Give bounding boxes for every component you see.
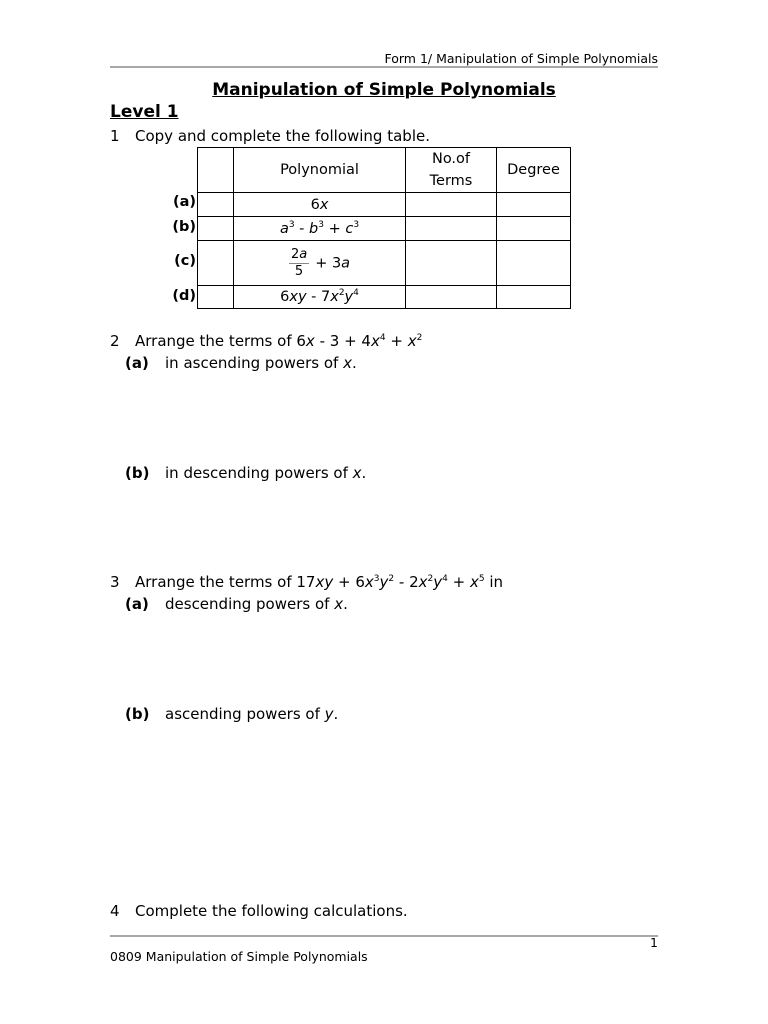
question-2a-label: (a) xyxy=(125,354,149,372)
header-rule xyxy=(110,66,658,68)
degree-cell xyxy=(497,241,571,286)
table-row xyxy=(198,217,571,241)
question-1-text: Copy and complete the following table. xyxy=(135,127,430,145)
empty-cell xyxy=(198,241,234,286)
row-label-c: (c) xyxy=(174,253,196,269)
question-3b-text: ascending powers of y. xyxy=(165,705,339,723)
header-terms-line1: No.of xyxy=(431,151,471,167)
row-label-d: (d) xyxy=(172,288,196,304)
row-label-a: (a) xyxy=(172,194,196,210)
header-degree: Degree xyxy=(497,148,571,193)
polynomial-d: $6xy - 7x^2y^4$ xyxy=(234,286,406,309)
polynomial-c: $\frac{2a}{5}$ + 3a xyxy=(234,241,406,286)
page-number: 1 xyxy=(650,935,658,950)
question-3 xyxy=(110,573,503,591)
page-header: Form 1/ Manipulation of Simple Polynomials xyxy=(384,51,658,66)
question-3b xyxy=(125,705,338,723)
page-title: Manipulation of Simple Polynomials xyxy=(212,80,556,100)
question-4-text: Complete the following calculations. xyxy=(135,902,408,920)
question-3a-label: (a) xyxy=(125,595,149,613)
page-footer: 0809 Manipulation of Simple Polynomials xyxy=(110,949,368,964)
level-heading: Level 1 xyxy=(110,102,179,122)
table-row xyxy=(198,193,571,217)
terms-cell xyxy=(406,241,497,286)
question-4-number: 4 xyxy=(110,902,120,920)
question-2-text: Arrange the terms of $6x - 3 + 4x^4 + x^2$ xyxy=(135,332,423,350)
table-row xyxy=(198,286,571,309)
fraction: $\frac{2a}{5}$ xyxy=(290,246,308,279)
degree-cell xyxy=(497,193,571,217)
table-corner-cell xyxy=(198,148,234,193)
question-2b xyxy=(125,464,366,482)
polynomial-table xyxy=(197,147,571,309)
polynomial-b: $a^3 - b^3 + c^3$ xyxy=(234,217,406,241)
question-2a xyxy=(125,354,357,372)
table-row xyxy=(198,241,571,286)
footer-rule xyxy=(110,935,658,937)
header-polynomial: Polynomial xyxy=(234,148,406,193)
question-3-number: 3 xyxy=(110,573,120,591)
question-2-number: 2 xyxy=(110,332,120,350)
question-2b-text: in descending powers of x. xyxy=(165,464,367,482)
empty-cell xyxy=(198,286,234,309)
question-1-number: 1 xyxy=(110,127,120,145)
polynomial-a: 6x xyxy=(234,193,406,217)
empty-cell xyxy=(198,217,234,241)
question-2b-label: (b) xyxy=(125,464,150,482)
terms-cell xyxy=(406,217,497,241)
question-3a-text: descending powers of x. xyxy=(165,595,348,613)
empty-cell xyxy=(198,193,234,217)
terms-cell xyxy=(406,193,497,217)
question-4 xyxy=(110,902,408,920)
question-2 xyxy=(110,332,422,350)
degree-cell xyxy=(497,286,571,309)
question-2a-text: in ascending powers of x. xyxy=(165,354,357,372)
header-no-of-terms xyxy=(406,148,497,193)
question-1 xyxy=(110,127,430,145)
row-label-b: (b) xyxy=(172,219,196,235)
table-header-row xyxy=(198,148,571,193)
question-3b-label: (b) xyxy=(125,705,150,723)
degree-cell xyxy=(497,217,571,241)
question-3a xyxy=(125,595,348,613)
terms-cell xyxy=(406,286,497,309)
question-3-text: Arrange the terms of $17xy + 6x^3y^2 - 2x^2y^4 + x^5$ in xyxy=(135,573,504,591)
header-terms-line2: Terms xyxy=(429,173,473,189)
